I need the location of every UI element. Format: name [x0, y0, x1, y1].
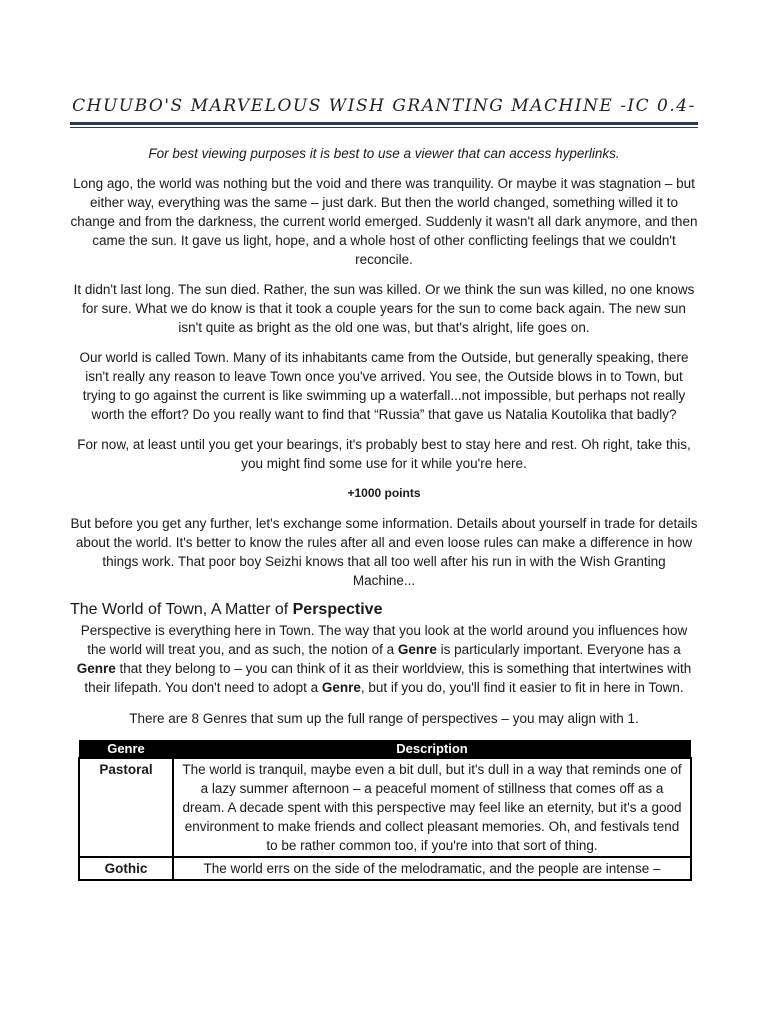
table-row [79, 758, 691, 857]
intro-paragraph-3: Our world is called Town. Many of its inhabitants came from the Outside, but generally speaking, there isn't really any reason to leave Town once you've arrived. You see, the Outside blows in to Town, but trying to go against the current is like swimming up a waterfall...not impossible, but perhaps not really worth the effort? Do you really want to find that “Russia” that gave us Natalia Koutolika that badly? [79, 350, 689, 422]
intro-paragraph-5: But before you get any further, let's exchange some information. Details about yourself in trade for details about the world. It's better to know the rules after all and even loose rules can make a difference in how things work. That poor boy Seizhi knows that all too well after his run in with the Wish Granting Machine... [70, 516, 698, 588]
genre-cell: Gothic [79, 857, 173, 880]
perspective-paragraph-1 [70, 621, 698, 697]
text-span: Perspective is everything here in Town. The way that you look at the world around you influences how the world will treat you, and as such, the notion of a [80, 623, 688, 657]
section-heading-bold: Perspective [292, 601, 383, 618]
text-span: that they belong to – you can think of it as their worldview, this is something that intertwines with their lifepath. You don't need to adopt a [84, 661, 692, 695]
section-heading [70, 601, 698, 619]
perspective-section [70, 621, 698, 728]
text-span: , but if you do, you'll find it easier to fit in here in Town. [360, 680, 684, 695]
description-cell: The world is tranquil, maybe even a bit dull, but it's dull in a way that reminds one of a lazy summer afternoon – a peaceful moment of stillness that comes off as a dream. A decade spent with this perspective may feel like an eternity, but it's a good environment to make friends and collect pleasant memories. Oh, and festivals tend to be rather common too, if you're into that sort of thing. [173, 758, 691, 857]
description-cell: The world errs on the side of the melodramatic, and the people are intense – [173, 857, 691, 880]
column-header-description: Description [173, 740, 691, 758]
table-header-row [79, 740, 691, 758]
genre-cell: Pastoral [79, 758, 173, 857]
section-heading-plain: The World of Town, A Matter of [70, 601, 293, 618]
column-header-genre: Genre [79, 740, 173, 758]
table-row [79, 857, 691, 880]
genre-term: Genre [76, 661, 116, 676]
viewing-note: For best viewing purposes it is best to use a viewer that can access hyperlinks. [148, 146, 620, 161]
points-award: +1000 points [347, 486, 421, 500]
intro-paragraph-2: It didn't last long. The sun died. Rather, the sun was killed. Or we think the sun was killed, no one knows for sure. What we do know is that it took a couple years for the sun to come back again. The new sun isn't quite as bright as the old one was, but that's alright, life goes on. [73, 282, 695, 335]
text-span: is particularly important. Everyone has a [436, 642, 681, 657]
intro-paragraph-4: For now, at least until you get your bearings, it's probably best to stay here and rest. Oh right, take this, you might find some use for it while you're here. [77, 437, 691, 471]
intro-paragraph-1: Long ago, the world was nothing but the void and there was tranquility. Or maybe it was stagnation – but either way, everything was the same – just dark. But then the world changed, something willed it to change and from the darkness, the current world emerged. Suddenly it wasn't all dark anymore, and then came the sun. It gave us light, hope, and a whole host of other conflicting feelings that we couldn't reconcile. [70, 176, 698, 267]
genre-table [78, 740, 692, 881]
title-divider [70, 122, 698, 128]
genre-term: Genre [397, 642, 437, 657]
document-title: CHUUBO'S MARVELOUS WISH GRANTING MACHINE -IC 0.4- [72, 96, 696, 116]
genre-term: Genre [321, 680, 361, 695]
document-page [70, 96, 698, 881]
perspective-paragraph-2: There are 8 Genres that sum up the full range of perspectives – you may align with 1. [129, 711, 639, 726]
